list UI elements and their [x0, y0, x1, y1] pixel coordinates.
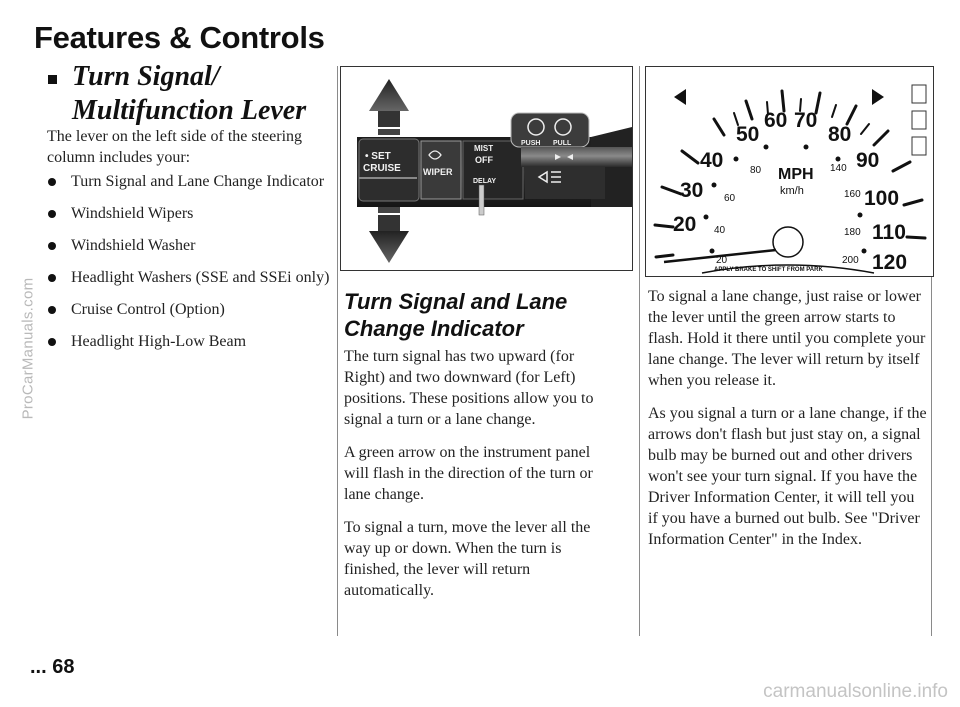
speedometer-drawing: [646, 67, 933, 276]
list-item: Windshield Washer: [46, 238, 346, 270]
lever-drawing: [341, 67, 632, 270]
section-title: Features & Controls: [34, 20, 325, 55]
middle-paragraph: A green arrow on the instrument panel will flash in the direction of the turn or lane change.: [344, 444, 593, 503]
mph-tick-label: 80: [828, 123, 852, 146]
mph-tick-label: 100: [864, 187, 900, 210]
side-watermark: ProCarManuals.com: [19, 277, 37, 420]
page-number: ... 68: [30, 656, 75, 678]
kmh-tick-label: 40: [714, 225, 726, 236]
lever-illustration: [340, 66, 633, 271]
set-label: • SET: [365, 151, 391, 162]
mph-tick-label: 20: [673, 213, 697, 236]
list-item: Headlight High-Low Beam: [46, 334, 346, 366]
speedometer-illustration: [645, 66, 934, 277]
mist-label: MIST: [474, 144, 494, 153]
middle-heading: Turn Signal and Lane Change Indicator: [344, 289, 568, 341]
kmh-tick-label: 140: [830, 163, 847, 174]
kmh-unit-label: km/h: [780, 185, 804, 197]
mph-tick-label: 70: [794, 109, 818, 132]
mph-tick-label: 50: [736, 123, 760, 146]
kmh-tick-label: 20: [716, 255, 728, 266]
right-paragraph: As you signal a turn or a lane change, if the arrows don't flash but just stay on, a signal bulb may be burned out and other drivers won't see your turn signal. If you have the Driver Information Center, it will tell you if you have a burned out bulb. See "Driver Information Center" in the Index.: [648, 405, 927, 548]
mph-unit-label: MPH: [778, 166, 814, 183]
list-item: Turn Signal and Lane Change Indicator: [46, 174, 346, 206]
column-divider-middle: [639, 66, 640, 636]
kmh-tick-label: 80: [750, 165, 762, 176]
intro-text: The lever on the left side of the steering column includes your:: [47, 128, 303, 166]
mph-tick-label: 110: [872, 221, 906, 244]
list-item: Headlight Washers (SSE and SSEi only): [46, 270, 346, 302]
mph-tick-label: 90: [856, 149, 880, 172]
brake-notice: APPLY BRAKE TO SHIFT FROM PARK: [714, 267, 823, 273]
kmh-tick-label: 200: [842, 255, 859, 266]
mph-tick-label: 60: [764, 109, 788, 132]
list-item: Cruise Control (Option): [46, 302, 346, 334]
middle-paragraph: To signal a turn, move the lever all the way up or down. When the turn is finished, the lever will return automatically.: [344, 519, 591, 599]
subsection-title-text: Turn Signal/ Multifunction Lever: [72, 61, 307, 126]
kmh-tick-label: 60: [724, 193, 736, 204]
wiper-label: WIPER: [423, 167, 453, 177]
mph-tick-label: 120: [872, 251, 908, 274]
subsection-title: [48, 60, 333, 128]
right-body: [648, 286, 928, 562]
middle-body: [344, 346, 616, 613]
mph-tick-label: 30: [680, 179, 704, 202]
delay-label: DELAY: [473, 178, 497, 185]
footer-watermark: carmanualsonline.info: [763, 681, 948, 702]
middle-paragraph: The turn signal has two upward (for Right) and two downward (for Left) positions. These positions allow you to signal a turn or a lane change.: [344, 348, 594, 428]
pull-label: PULL: [553, 140, 572, 147]
off-label: OFF: [475, 155, 493, 165]
kmh-tick-label: 160: [844, 189, 861, 200]
feature-list: [46, 174, 346, 366]
mph-tick-label: 40: [700, 149, 724, 172]
cruise-label: CRUISE: [363, 163, 401, 174]
push-label: PUSH: [521, 140, 541, 147]
list-item: Windshield Wipers: [46, 206, 346, 238]
right-paragraph: To signal a lane change, just raise or lower the lever until the green arrow starts to flash. Hold it there until you complete your lane change. The lever will return by itself when you release it.: [648, 288, 926, 389]
bullet-square-icon: [48, 75, 57, 84]
kmh-tick-label: 180: [844, 227, 861, 238]
